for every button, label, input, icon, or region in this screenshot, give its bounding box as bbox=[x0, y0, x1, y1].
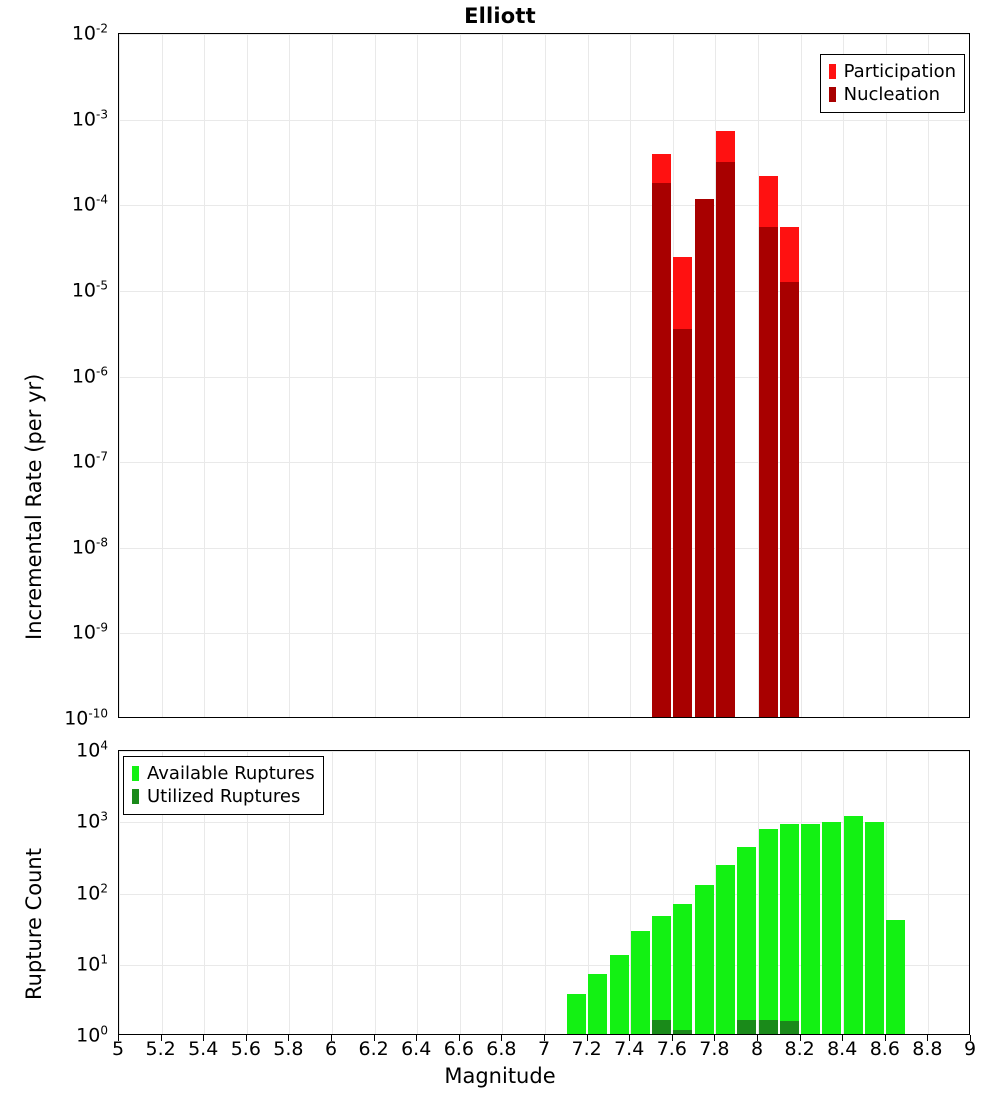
xtick-17: 8.4 bbox=[827, 1038, 858, 1060]
rupture-count-plot bbox=[118, 750, 970, 1035]
xtick-2: 5.4 bbox=[188, 1038, 219, 1060]
bar-nucleation bbox=[652, 183, 671, 717]
ytick-top-5: $10^{-7}$ bbox=[71, 449, 108, 473]
bar-nucleation bbox=[695, 199, 714, 717]
legend-incremental-rate bbox=[820, 54, 965, 113]
ytick-top-2: $10^{-4}$ bbox=[71, 192, 108, 216]
legend-item-participation bbox=[829, 60, 956, 83]
ytick-bottom-2: $10^2$ bbox=[76, 880, 108, 905]
bar-nucleation bbox=[673, 329, 692, 717]
bar-utilized bbox=[652, 1020, 671, 1035]
xtick-11: 7.2 bbox=[571, 1038, 602, 1060]
bar-utilized bbox=[737, 1020, 756, 1035]
yaxis-label-bottom: Rupture Count bbox=[22, 848, 46, 1000]
ytick-top-3: $10^{-5}$ bbox=[71, 278, 108, 302]
xtick-9: 6.8 bbox=[486, 1038, 517, 1060]
ytick-top-1: $10^{-3}$ bbox=[71, 106, 108, 131]
bar-utilized bbox=[673, 1030, 692, 1034]
bar-available bbox=[610, 955, 629, 1034]
xaxis-label: Magnitude bbox=[444, 1064, 556, 1088]
ytick-top-6: $10^{-8}$ bbox=[71, 535, 108, 559]
incremental-rate-plot bbox=[118, 33, 970, 718]
legend-label-participation: Participation bbox=[843, 61, 956, 82]
bar-available bbox=[844, 816, 863, 1034]
bar-available bbox=[588, 974, 607, 1034]
legend-item-nucleation bbox=[829, 83, 956, 106]
bar-nucleation bbox=[759, 227, 778, 717]
legend-swatch-utilized bbox=[132, 789, 139, 804]
legend-swatch-available bbox=[132, 766, 139, 781]
ytick-bottom-4: $10^0$ bbox=[76, 1023, 108, 1047]
xtick-10: 7 bbox=[537, 1038, 551, 1060]
xtick-7: 6.4 bbox=[401, 1038, 432, 1060]
bar-available bbox=[652, 916, 671, 1034]
bar-available bbox=[695, 885, 714, 1034]
xtick-14: 7.8 bbox=[699, 1038, 730, 1060]
ytick-top-0: $10^{-2}$ bbox=[71, 21, 108, 45]
legend-label-utilized: Utilized Ruptures bbox=[147, 786, 301, 807]
bar-utilized bbox=[780, 1021, 799, 1035]
yaxis-label-top: Incremental Rate (per yr) bbox=[22, 373, 46, 640]
xtick-3: 5.6 bbox=[230, 1038, 261, 1060]
ytick-bottom-1: $10^3$ bbox=[76, 809, 108, 833]
bar-available bbox=[801, 824, 820, 1034]
bar-nucleation bbox=[780, 282, 799, 717]
legend-item-available bbox=[132, 762, 315, 785]
ytick-top-8: $10^{-10}$ bbox=[64, 706, 108, 730]
bar-nucleation bbox=[716, 162, 735, 717]
xtick-8: 6.6 bbox=[443, 1038, 474, 1060]
legend-item-utilized bbox=[132, 785, 315, 808]
xtick-12: 7.4 bbox=[614, 1038, 645, 1060]
bar-available bbox=[886, 920, 905, 1034]
bar-available bbox=[567, 994, 586, 1034]
xtick-4: 5.8 bbox=[273, 1038, 304, 1060]
bar-utilized bbox=[759, 1020, 778, 1035]
ytick-bottom-0: $10^4$ bbox=[76, 738, 108, 762]
bar-available bbox=[759, 829, 778, 1034]
legend-label-nucleation: Nucleation bbox=[843, 84, 940, 105]
xtick-5: 6 bbox=[324, 1038, 338, 1060]
legend-swatch-nucleation bbox=[829, 87, 836, 102]
bar-available bbox=[631, 931, 650, 1034]
legend-swatch-participation bbox=[829, 64, 836, 79]
xtick-16: 8.2 bbox=[784, 1038, 815, 1060]
xtick-20: 9 bbox=[963, 1038, 977, 1060]
bar-available bbox=[716, 865, 735, 1035]
bar-available bbox=[673, 904, 692, 1035]
bar-available bbox=[780, 824, 799, 1034]
bar-available bbox=[737, 847, 756, 1034]
ytick-top-4: $10^{-6}$ bbox=[71, 363, 108, 388]
xtick-18: 8.6 bbox=[869, 1038, 900, 1060]
xtick-1: 5.2 bbox=[145, 1038, 176, 1060]
ytick-bottom-3: $10^1$ bbox=[76, 952, 108, 976]
xtick-19: 8.8 bbox=[912, 1038, 943, 1060]
legend-rupture-count bbox=[123, 756, 324, 815]
xtick-0: 5 bbox=[111, 1038, 125, 1060]
bar-available bbox=[822, 822, 841, 1034]
xtick-13: 7.6 bbox=[656, 1038, 687, 1060]
ytick-top-7: $10^{-9}$ bbox=[71, 620, 108, 645]
xtick-15: 8 bbox=[750, 1038, 764, 1060]
bar-available bbox=[865, 822, 884, 1034]
xtick-6: 6.2 bbox=[358, 1038, 389, 1060]
page-title: Elliott bbox=[464, 4, 536, 28]
legend-label-available: Available Ruptures bbox=[147, 763, 315, 784]
